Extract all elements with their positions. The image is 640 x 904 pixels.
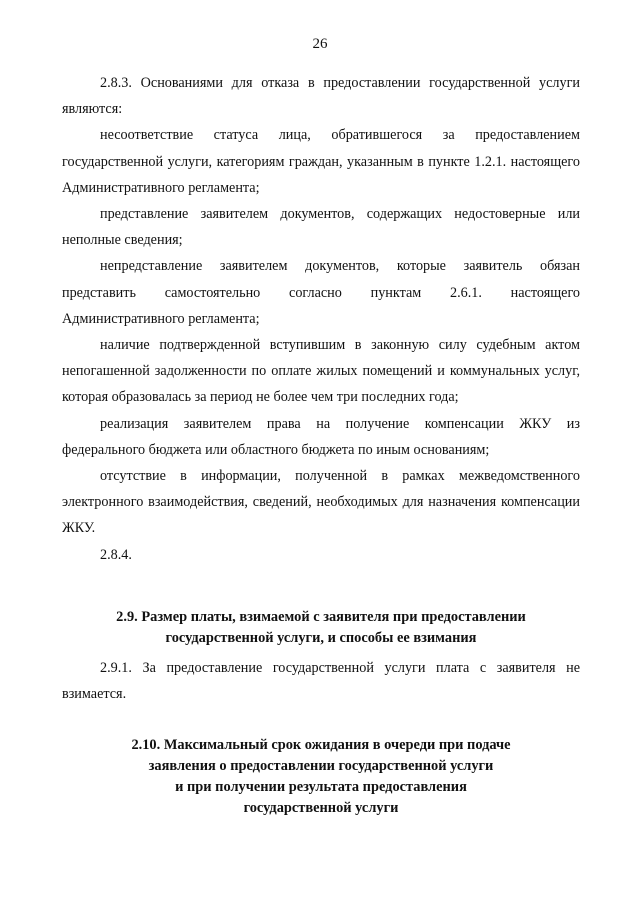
page-number: 26 — [312, 36, 328, 52]
heading-2-9 — [62, 607, 580, 649]
section-2-8-3 — [62, 70, 580, 568]
heading-line: государственной услуги, и способы ее взимания — [165, 630, 477, 646]
list-item: непредставление заявителем документов, которые заявитель обязан представить самостоятельно согласно пунктам 2.6.1. настоящего Административного регламента; — [62, 258, 580, 327]
list-item: несоответствие статуса лица, обратившегося за предоставлением государственной услуги, категориям граждан, указанным в пункте 1.2.1. настоящего Административного регламента; — [62, 127, 580, 196]
heading-line: 2.10. Максимальный срок ожидания в очереди при подаче — [131, 737, 511, 753]
paragraph-2-8-4: 2.8.4. — [100, 546, 132, 563]
heading-line: и при получении результата предоставления — [175, 779, 467, 795]
heading-2-10 — [62, 735, 580, 819]
paragraph-2-8-3-intro: 2.8.3. Основаниями для отказа в предоставлении государственной услуги являются: — [62, 75, 580, 118]
heading-line: государственной услуги — [243, 800, 399, 816]
paragraph-2-9-1: 2.9.1. За предоставление государственной услуги плата с заявителя не взимается. — [62, 660, 580, 702]
heading-line: 2.9. Размер платы, взимаемой с заявителя при предоставлении — [116, 609, 526, 625]
list-item: представление заявителем документов, содержащих недостоверные или неполные сведения; — [62, 206, 580, 249]
list-item: наличие подтвержденной вступившим в законную силу судебным актом непогашенной задолженности по оплате жилых помещений и коммунальных услуг, которая образовалась за период не более чем три последних года; — [62, 337, 580, 406]
list-item: реализация заявителем права на получение компенсации ЖКУ из федерального бюджета или областного бюджета по иным основаниям; — [62, 415, 580, 458]
list-item: отсутствие в информации, полученной в рамках межведомственного электронного взаимодействия, сведений, необходимых для назначения компенсации ЖКУ. — [62, 468, 580, 537]
heading-line: заявления о предоставлении государственной услуги — [148, 758, 494, 774]
